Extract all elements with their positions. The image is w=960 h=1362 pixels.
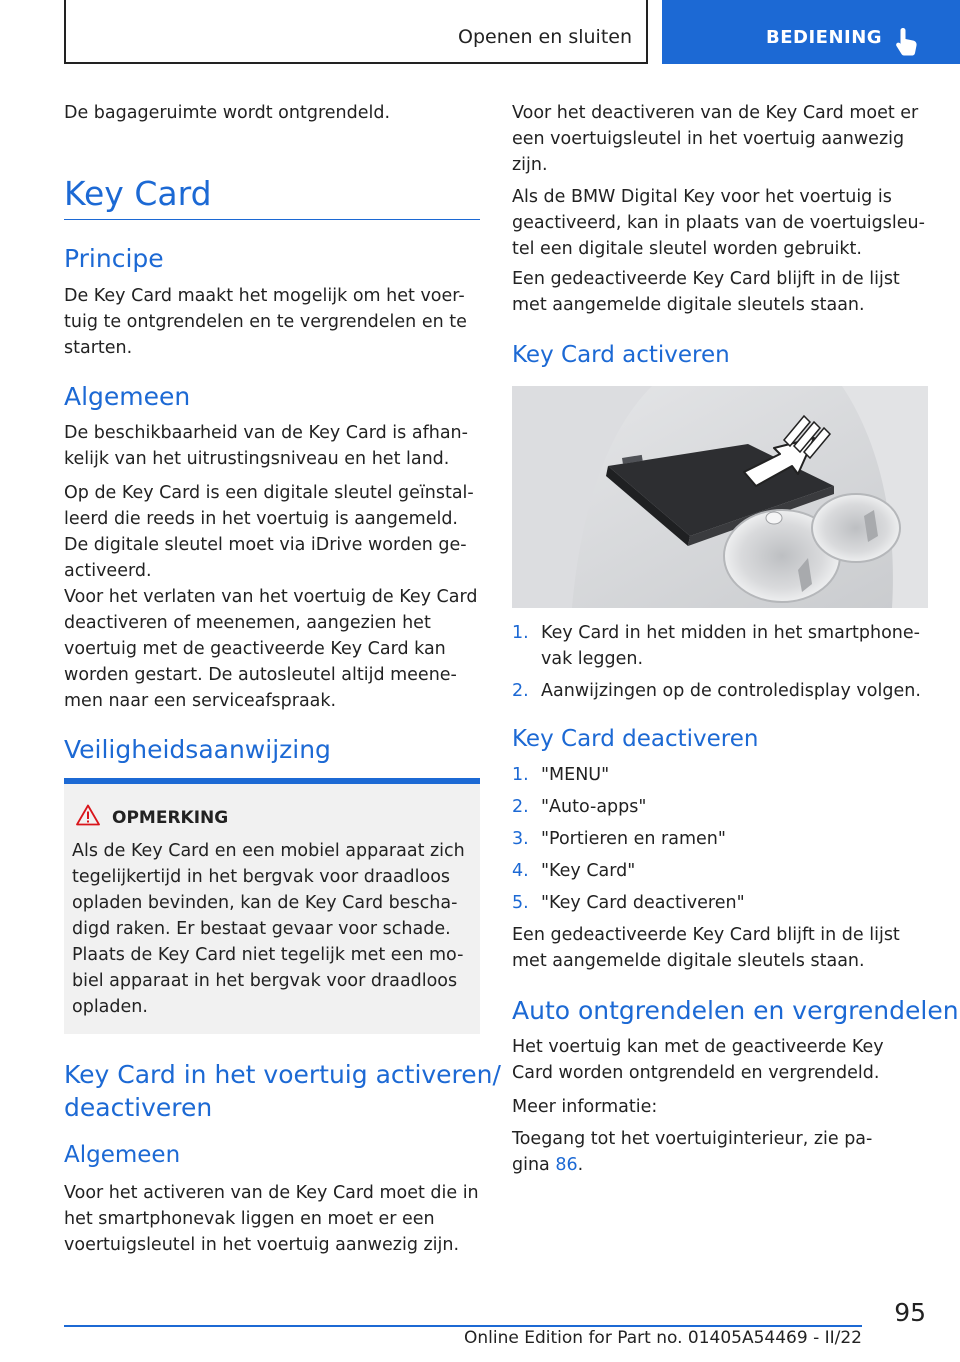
list-item-number: 5.: [512, 893, 529, 913]
reference-paragraph: [512, 1126, 932, 1178]
text-line: Als de Key Card en een mobiel apparaat zich: [72, 841, 465, 861]
header-chapter-title: BEDIENING: [766, 27, 883, 48]
text-line: een voertuigsleutel in het voertuig aanwezig: [512, 129, 905, 149]
text-line: Het voertuig kan met de geactiveerde Key: [512, 1037, 884, 1057]
text-line: Aanwijzingen op de controledisplay volgen.: [541, 681, 921, 701]
notice-box: [64, 784, 480, 1034]
list-item: [512, 858, 932, 884]
deactivate-steps-list: [512, 762, 932, 922]
text-line: voertuig met de geactiveerde Key Card kan: [64, 639, 446, 659]
text-line: Key Card in het midden in het smartphone-: [541, 623, 920, 643]
text-line: tegelijkertijd in het bergvak voor draadloos: [72, 867, 451, 887]
text-line: De beschikbaarheid van de Key Card is afhan-: [64, 423, 468, 443]
activate-general-heading: Algemeen: [64, 1142, 181, 1168]
list-item: [512, 620, 932, 672]
general-heading: Algemeen: [64, 382, 191, 411]
intro-text: De bagageruimte wordt ontgrendeld.: [64, 103, 391, 123]
list-item-number: 1.: [512, 765, 529, 785]
header-section-title: Openen en sluiten: [458, 26, 632, 48]
text-line: opladen.: [72, 997, 148, 1017]
heading-line: deactiveren: [64, 1093, 213, 1122]
photo-illustration: [512, 386, 928, 608]
text-line: tuig te ontgrendelen en te vergrendelen en te: [64, 312, 467, 332]
list-item: [512, 890, 932, 916]
text-line: digd raken. Er bestaat gevaar voor schade.: [72, 919, 451, 939]
reference-prefix: gina: [512, 1155, 556, 1175]
text-line: tel een digitale sleutel worden gebruikt.: [512, 239, 862, 259]
text-line: [512, 1152, 932, 1178]
list-item: [512, 794, 932, 820]
text-line: activeerd.: [64, 561, 152, 581]
list-item: [512, 762, 932, 788]
digital-key-paragraph: [512, 184, 932, 262]
list-item-number: 2.: [512, 797, 529, 817]
text-line: Voor het verlaten van het voertuig de Key Card: [64, 587, 478, 607]
footer-divider: [64, 1325, 862, 1327]
text-line: Voor het deactiveren van de Key Card moet er: [512, 103, 919, 123]
text-line: leerd die reeds in het voertuig is aangemeld.: [64, 509, 458, 529]
text-line: De digitale sleutel moet via iDrive worden ge-: [64, 535, 467, 555]
text-line: zijn.: [512, 155, 548, 175]
text-line: geactiveerd, kan in plaats van de voertuigsleu-: [512, 213, 925, 233]
notice-title: OPMERKING: [112, 808, 229, 828]
footer-edition: Online Edition for Part no. 01405A54469 - II/22: [463, 1328, 862, 1348]
more-info-label: Meer informatie:: [512, 1097, 658, 1117]
list-item-number: 2.: [512, 681, 529, 701]
menu-path-step: "MENU": [541, 765, 610, 785]
page-number: 95: [894, 1298, 926, 1327]
text-line: kelijk van het uitrustingsniveau en het land.: [64, 449, 450, 469]
auto-lock-paragraph: [512, 1034, 932, 1086]
title-divider: [64, 219, 480, 220]
header-section-tab: [64, 0, 648, 64]
general-paragraph-1: [64, 420, 484, 472]
text-line: Een gedeactiveerde Key Card blijft in de lijst: [512, 269, 900, 289]
activate-steps-list: [512, 620, 932, 710]
smartphone-tray-photo: [512, 386, 928, 608]
text-line: Op de Key Card is een digitale sleutel geïnstal-: [64, 483, 474, 503]
pointing-hand-icon: [894, 26, 920, 56]
activate-section-heading: [64, 1058, 501, 1124]
auto-lock-heading: Auto ontgrendelen en vergrendelen: [512, 996, 959, 1025]
text-line: men naar een serviceafspraak.: [64, 691, 337, 711]
activate-heading: Key Card activeren: [512, 342, 730, 368]
deactivate-heading: Key Card deactiveren: [512, 726, 759, 752]
text-line: Toegang tot het voertuiginterieur, zie pa-: [512, 1129, 873, 1149]
text-line: Als de BMW Digital Key voor het voertuig is: [512, 187, 892, 207]
deactivate-requirement-paragraph: [512, 100, 932, 178]
text-line: Plaats de Key Card niet tegelijk met een mo-: [72, 945, 464, 965]
warning-triangle-icon: [76, 804, 100, 826]
text-line: voertuigsleutel in het voertuig aanwezig zijn.: [64, 1235, 460, 1255]
text-line: biel apparaat in het bergvak voor draadloos: [72, 971, 458, 991]
principle-heading: Principe: [64, 244, 164, 273]
list-item-number: 4.: [512, 861, 529, 881]
text-line: starten.: [64, 338, 133, 358]
menu-path-step: "Portieren en ramen": [541, 829, 726, 849]
list-item: [512, 678, 932, 704]
notice-body: [72, 838, 478, 1020]
text-line: het smartphonevak liggen en moet er een: [64, 1209, 435, 1229]
activate-general-paragraph: [64, 1180, 484, 1258]
text-line: met aangemelde digitale sleutels staan.: [512, 295, 865, 315]
page-title: Key Card: [64, 174, 212, 213]
text-line: Card worden ontgrendeld en vergrendeld.: [512, 1063, 880, 1083]
list-item: [512, 826, 932, 852]
text-line: Voor het activeren van de Key Card moet die in: [64, 1183, 479, 1203]
list-item-number: 1.: [512, 623, 529, 643]
menu-path-step: "Auto-apps": [541, 797, 647, 817]
text-line: met aangemelde digitale sleutels staan.: [512, 951, 865, 971]
general-paragraph-2: [64, 480, 484, 584]
text-line: Een gedeactiveerde Key Card blijft in de lijst: [512, 925, 900, 945]
header-chapter-tab: [662, 0, 960, 64]
text-line: deactiveren of meenemen, aangezien het: [64, 613, 431, 633]
text-line: vak leggen.: [541, 649, 644, 669]
menu-path-step: "Key Card deactiveren": [541, 893, 745, 913]
safety-heading: Veiligheidsaanwijzing: [64, 735, 331, 764]
menu-path-step: "Key Card": [541, 861, 636, 881]
text-line: worden gestart. De autosleutel altijd meene-: [64, 665, 457, 685]
text-line: De Key Card maakt het mogelijk om het voer-: [64, 286, 465, 306]
reference-suffix: .: [577, 1155, 584, 1175]
heading-line: Key Card in het voertuig activeren/: [64, 1060, 501, 1089]
list-stays-paragraph: [512, 266, 932, 318]
page-reference-link[interactable]: 86: [555, 1155, 578, 1175]
list-item-number: 3.: [512, 829, 529, 849]
general-paragraph-3: [64, 584, 484, 714]
deactivate-note-paragraph: [512, 922, 932, 974]
principle-paragraph: [64, 283, 484, 361]
text-line: opladen bevinden, kan de Key Card bescha-: [72, 893, 458, 913]
